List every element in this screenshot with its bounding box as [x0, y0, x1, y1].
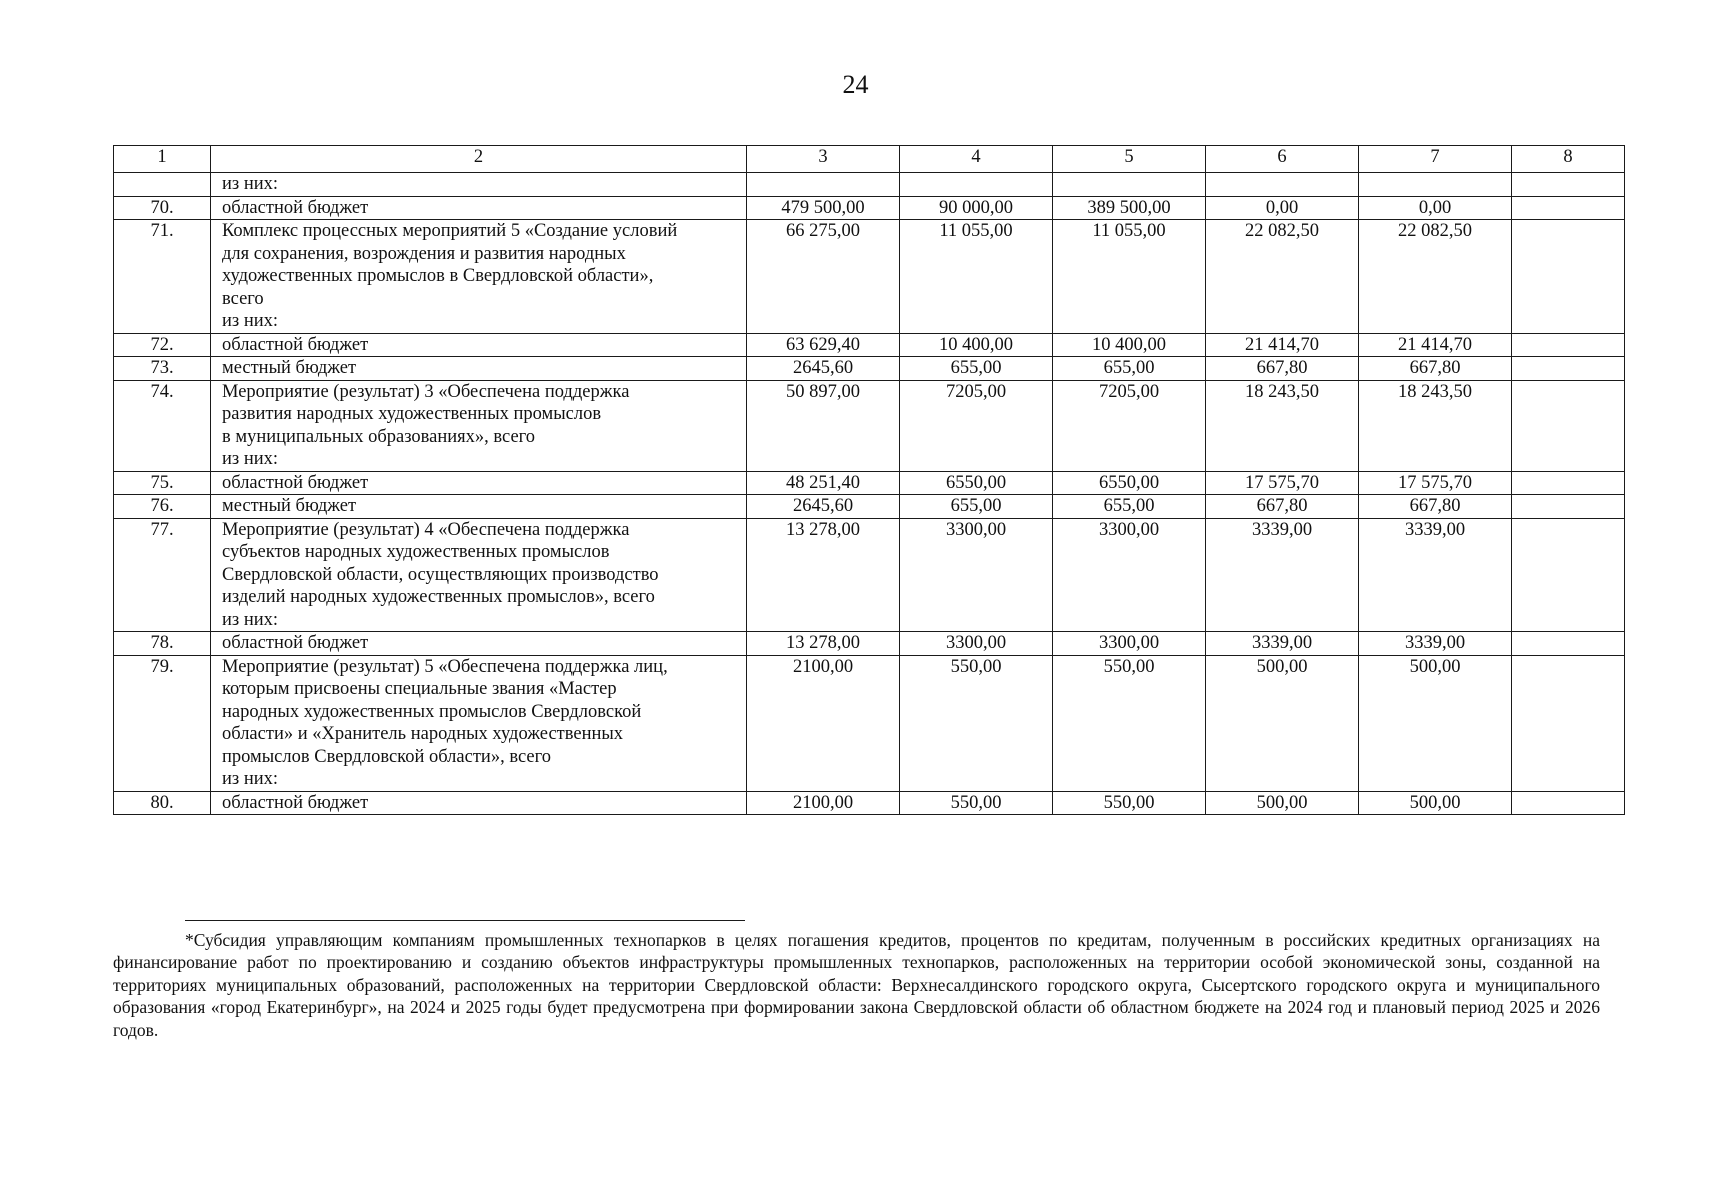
row-number-cell: 76. — [114, 495, 211, 519]
col3-value-cell: 13 278,00 — [747, 518, 900, 632]
page-number: 24 — [842, 70, 869, 99]
col7-value-cell: 21 414,70 — [1359, 333, 1512, 357]
col4-value-cell: 550,00 — [900, 655, 1053, 791]
header-cell-1: 1 — [114, 146, 211, 173]
row-number-cell: 78. — [114, 632, 211, 656]
footnote-divider — [185, 920, 745, 921]
row-number-cell — [114, 173, 211, 197]
col7-value-cell: 500,00 — [1359, 791, 1512, 815]
col4-value-cell: 7205,00 — [900, 380, 1053, 471]
col8-value-cell — [1512, 518, 1625, 632]
item-name-cell: областной бюджет — [211, 196, 747, 220]
table-row — [114, 495, 1625, 519]
col7-value-cell: 667,80 — [1359, 495, 1512, 519]
col6-value-cell: 17 575,70 — [1206, 471, 1359, 495]
col7-value-cell: 22 082,50 — [1359, 220, 1512, 334]
row-number-cell: 73. — [114, 357, 211, 381]
header-cell-6: 6 — [1206, 146, 1359, 173]
col8-value-cell — [1512, 471, 1625, 495]
col3-value-cell: 479 500,00 — [747, 196, 900, 220]
col3-value-cell: 13 278,00 — [747, 632, 900, 656]
col4-value-cell: 655,00 — [900, 357, 1053, 381]
col3-value-cell — [747, 173, 900, 197]
item-name-cell: Комплекс процессных мероприятий 5 «Создание условий для сохранения, возрождения и развития народных художественных промыслов в Свердловской области», всего из них: — [211, 220, 747, 334]
col4-value-cell: 10 400,00 — [900, 333, 1053, 357]
col6-value-cell: 500,00 — [1206, 791, 1359, 815]
table-row — [114, 518, 1625, 632]
budget-table — [113, 145, 1625, 815]
col8-value-cell — [1512, 380, 1625, 471]
col7-value-cell: 3339,00 — [1359, 518, 1512, 632]
col5-value-cell: 655,00 — [1053, 357, 1206, 381]
col5-value-cell — [1053, 173, 1206, 197]
col6-value-cell: 3339,00 — [1206, 632, 1359, 656]
col5-value-cell: 7205,00 — [1053, 380, 1206, 471]
col5-value-cell: 655,00 — [1053, 495, 1206, 519]
col8-value-cell — [1512, 632, 1625, 656]
col5-value-cell: 11 055,00 — [1053, 220, 1206, 334]
col3-value-cell: 2645,60 — [747, 495, 900, 519]
header-cell-4: 4 — [900, 146, 1053, 173]
table-body — [114, 146, 1625, 815]
col6-value-cell: 22 082,50 — [1206, 220, 1359, 334]
col3-value-cell: 2100,00 — [747, 791, 900, 815]
col7-value-cell: 3339,00 — [1359, 632, 1512, 656]
col5-value-cell: 10 400,00 — [1053, 333, 1206, 357]
col5-value-cell: 3300,00 — [1053, 518, 1206, 632]
item-name-cell: местный бюджет — [211, 495, 747, 519]
row-number-cell: 75. — [114, 471, 211, 495]
col7-value-cell: 500,00 — [1359, 655, 1512, 791]
row-number-cell: 80. — [114, 791, 211, 815]
header-cell-5: 5 — [1053, 146, 1206, 173]
col7-value-cell — [1359, 173, 1512, 197]
col3-value-cell: 2100,00 — [747, 655, 900, 791]
table-row — [114, 632, 1625, 656]
item-name-cell: Мероприятие (результат) 3 «Обеспечена поддержка развития народных художественных промыслов в муниципальных образованиях», всего из них: — [211, 380, 747, 471]
row-number-cell: 77. — [114, 518, 211, 632]
col4-value-cell: 3300,00 — [900, 632, 1053, 656]
col4-value-cell: 550,00 — [900, 791, 1053, 815]
col4-value-cell: 90 000,00 — [900, 196, 1053, 220]
col4-value-cell: 6550,00 — [900, 471, 1053, 495]
table-row — [114, 220, 1625, 334]
col5-value-cell: 3300,00 — [1053, 632, 1206, 656]
col8-value-cell — [1512, 220, 1625, 334]
col4-value-cell: 3300,00 — [900, 518, 1053, 632]
header-cell-2: 2 — [211, 146, 747, 173]
footnote-text: *Субсидия управляющим компаниям промышленных технопарков в целях погашения кредитов, процентов по кредитам, полученным в российских кредитных организациях на финансирование работ по проектированию и созданию объектов инфраструктуры промышленных технопарков, расположенных на территории особой экономической зоны, созданной на территориях муниципальных образований, расположенных на территории Свердловской области: Верхнесалдинского городского округа, Сысертского городского округа и муниципального образования «город Екатеринбург», на 2024 и 2025 годы будет предусмотрена при формировании закона Свердловской области об областном бюджете на 2024 год и плановый период 2025 и 2026 годов. — [113, 930, 1600, 1040]
col7-value-cell: 17 575,70 — [1359, 471, 1512, 495]
col6-value-cell: 21 414,70 — [1206, 333, 1359, 357]
table-row — [114, 173, 1625, 197]
col6-value-cell: 667,80 — [1206, 495, 1359, 519]
table-row — [114, 357, 1625, 381]
row-number-cell: 70. — [114, 196, 211, 220]
col7-value-cell: 0,00 — [1359, 196, 1512, 220]
row-number-cell: 79. — [114, 655, 211, 791]
col5-value-cell: 550,00 — [1053, 791, 1206, 815]
header-cell-8: 8 — [1512, 146, 1625, 173]
col3-value-cell: 66 275,00 — [747, 220, 900, 334]
item-name-cell: из них: — [211, 173, 747, 197]
item-name-cell: местный бюджет — [211, 357, 747, 381]
col4-value-cell: 11 055,00 — [900, 220, 1053, 334]
col5-value-cell: 389 500,00 — [1053, 196, 1206, 220]
col5-value-cell: 6550,00 — [1053, 471, 1206, 495]
col8-value-cell — [1512, 173, 1625, 197]
header-cell-3: 3 — [747, 146, 900, 173]
table-row — [114, 196, 1625, 220]
col6-value-cell: 667,80 — [1206, 357, 1359, 381]
col6-value-cell: 18 243,50 — [1206, 380, 1359, 471]
table-row — [114, 471, 1625, 495]
col8-value-cell — [1512, 357, 1625, 381]
item-name-cell: областной бюджет — [211, 632, 747, 656]
row-number-cell: 74. — [114, 380, 211, 471]
header-cell-7: 7 — [1359, 146, 1512, 173]
item-name-cell: Мероприятие (результат) 5 «Обеспечена поддержка лиц, которым присвоены специальные звания «Мастер народных художественных промыслов Свердловской области» и «Хранитель народных художественных промыслов Свердловской области», всего из них: — [211, 655, 747, 791]
col3-value-cell: 48 251,40 — [747, 471, 900, 495]
col3-value-cell: 2645,60 — [747, 357, 900, 381]
col5-value-cell: 550,00 — [1053, 655, 1206, 791]
col3-value-cell: 50 897,00 — [747, 380, 900, 471]
row-number-cell: 72. — [114, 333, 211, 357]
item-name-cell: областной бюджет — [211, 333, 747, 357]
table-row — [114, 791, 1625, 815]
col8-value-cell — [1512, 791, 1625, 815]
col8-value-cell — [1512, 196, 1625, 220]
header-row — [114, 146, 1625, 173]
col7-value-cell: 18 243,50 — [1359, 380, 1512, 471]
col8-value-cell — [1512, 495, 1625, 519]
col8-value-cell — [1512, 333, 1625, 357]
col6-value-cell: 500,00 — [1206, 655, 1359, 791]
col7-value-cell: 667,80 — [1359, 357, 1512, 381]
col3-value-cell: 63 629,40 — [747, 333, 900, 357]
col6-value-cell: 3339,00 — [1206, 518, 1359, 632]
item-name-cell: областной бюджет — [211, 471, 747, 495]
col6-value-cell: 0,00 — [1206, 196, 1359, 220]
row-number-cell: 71. — [114, 220, 211, 334]
table-row — [114, 655, 1625, 791]
table-row — [114, 380, 1625, 471]
table-row — [114, 333, 1625, 357]
col8-value-cell — [1512, 655, 1625, 791]
col4-value-cell: 655,00 — [900, 495, 1053, 519]
col4-value-cell — [900, 173, 1053, 197]
col6-value-cell — [1206, 173, 1359, 197]
item-name-cell: областной бюджет — [211, 791, 747, 815]
item-name-cell: Мероприятие (результат) 4 «Обеспечена поддержка субъектов народных художественных промыслов Свердловской области, осуществляющих производство изделий народных художественных промыслов», всего из них: — [211, 518, 747, 632]
